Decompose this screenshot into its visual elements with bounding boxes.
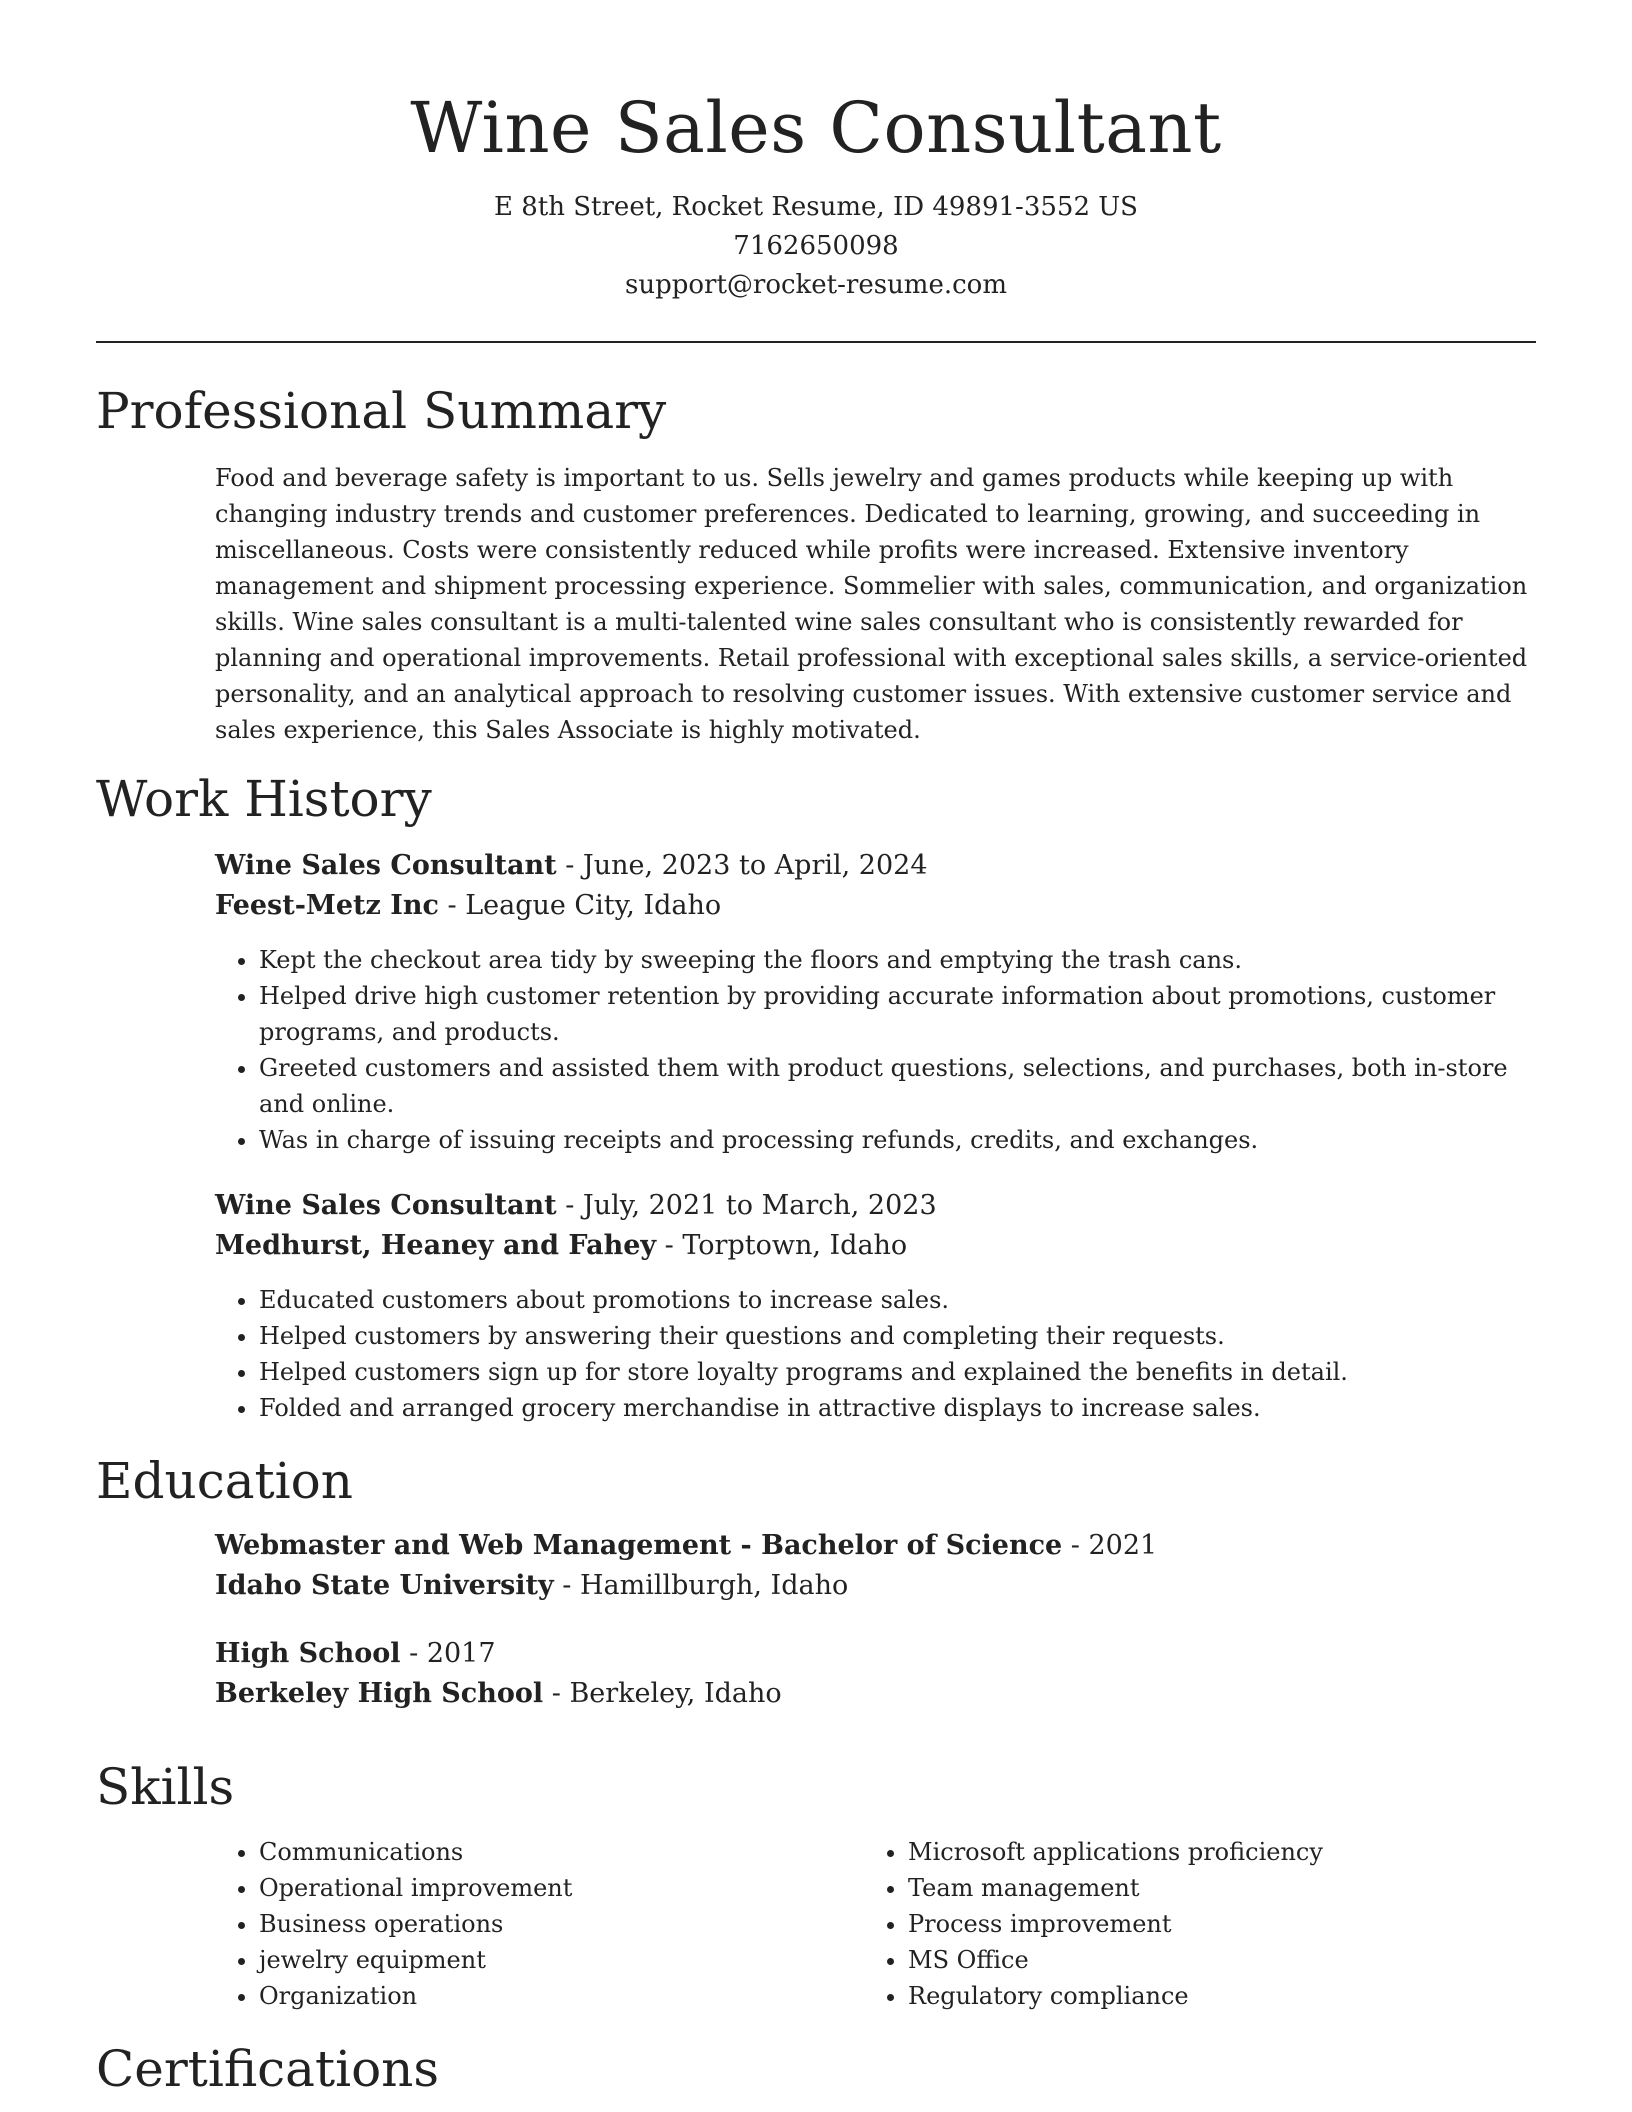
job-bullet: • Helped customers by answering their questions and completing their requests. [259,1318,1536,1354]
education-school-line [215,1674,1536,1714]
job-bullet: • Educated customers about promotions to increase sales. [259,1282,1536,1318]
candidate-name: Wine Sales Consultant [410,87,1222,169]
skill-item: • jewelry equipment [259,1942,835,1978]
contact-phone: 7162650098 [733,231,899,261]
education-location: - Berkeley, Idaho [543,1678,782,1709]
education-school-line [215,1566,1536,1606]
resume-header [0,80,1632,305]
skill-item: • Communications [259,1834,835,1870]
job-bullets [215,1282,1536,1426]
education-year: - 2021 [1062,1530,1158,1561]
skill-item: • Regulatory compliance [908,1978,1484,2014]
contact-email: support@rocket-resume.com [624,270,1007,300]
education-location: - Hamillburgh, Idaho [553,1570,849,1601]
job-title-line [215,846,1536,886]
job-dates: - July, 2021 to March, 2023 [556,1190,937,1221]
job-bullet: • Was in charge of issuing receipts and processing refunds, credits, and exchanges. [259,1122,1536,1158]
education-year: - 2017 [400,1638,496,1669]
job-company: Medhurst, Heaney and Fahey [215,1230,657,1261]
section-title-work-history: Work History [96,770,432,828]
job-bullet: • Helped customers sign up for store loyalty programs and explained the benefits in detail. [259,1354,1536,1390]
education-degree-line [215,1526,1536,1566]
section-title-summary: Professional Summary [96,382,667,440]
job-location: - Torptown, Idaho [656,1230,908,1261]
skill-item: • Team management [908,1870,1484,1906]
education-entry [215,1526,1536,1606]
skills-list [215,1834,835,2014]
job-company: Feest-Metz Inc [215,890,439,921]
education-degree: Webmaster and Web Management - Bachelor of Science [215,1530,1063,1561]
education-degree: High School [215,1638,401,1669]
job-bullet: • Helped drive high customer retention by providing accurate information about promotions, customer programs, and products. [259,978,1536,1050]
section-title-certifications: Certifications [96,2040,440,2098]
job-location: - League City, Idaho [438,890,722,921]
job-role: Wine Sales Consultant [215,850,557,881]
education-entry [215,1634,1536,1714]
skill-item: • Business operations [259,1906,835,1942]
education-school: Idaho State University [215,1570,554,1601]
skills-column-left [215,1834,835,2014]
skill-item: • Operational improvement [259,1870,835,1906]
job-dates: - June, 2023 to April, 2024 [556,850,928,881]
job-bullets [215,942,1536,1158]
skills-column-right [864,1834,1484,2014]
job-bullet: • Folded and arranged grocery merchandise in attractive displays to increase sales. [259,1390,1536,1426]
job-role: Wine Sales Consultant [215,1190,557,1221]
summary-text: Food and beverage safety is important to us. Sells jewelry and games products while keeping up with changing industry trends and customer preferences. Dedicated to learning, growing, and succeeding in miscellaneous. Costs were consistently reduced while profits were increased. Extensive inventory management and shipment processing experience. Sommelier with sales, communication, and organization skills. Wine sales consultant is a multi-talented wine sales consultant who is consistently rewarded for planning and operational improvements. Retail professional with exceptional sales skills, a service-oriented personality, and an analytical approach to resolving customer issues. With extensive customer service and sales experience, this Sales Associate is highly motivated. [215,464,1528,744]
job-bullet: • Kept the checkout area tidy by sweeping the floors and emptying the trash cans. [259,942,1536,978]
section-title-skills: Skills [96,1758,235,1816]
job-company-line [215,886,1536,926]
skill-item: • Microsoft applications proficiency [908,1834,1484,1870]
skills-list [864,1834,1484,2014]
education-school: Berkeley High School [215,1678,544,1709]
contact-address: E 8th Street, Rocket Resume, ID 49891-3552 US [494,192,1138,222]
skill-item: • MS Office [908,1942,1484,1978]
section-title-education: Education [96,1452,353,1510]
skill-item: • Process improvement [908,1906,1484,1942]
job-title-line [215,1186,1536,1226]
job-entry [215,846,1536,1158]
job-company-line [215,1226,1536,1266]
skill-item: • Organization [259,1978,835,2014]
education-degree-line [215,1634,1536,1674]
header-divider [96,341,1536,343]
job-entry [215,1186,1536,1426]
job-bullet: • Greeted customers and assisted them with product questions, selections, and purchases, both in-store and online. [259,1050,1536,1122]
